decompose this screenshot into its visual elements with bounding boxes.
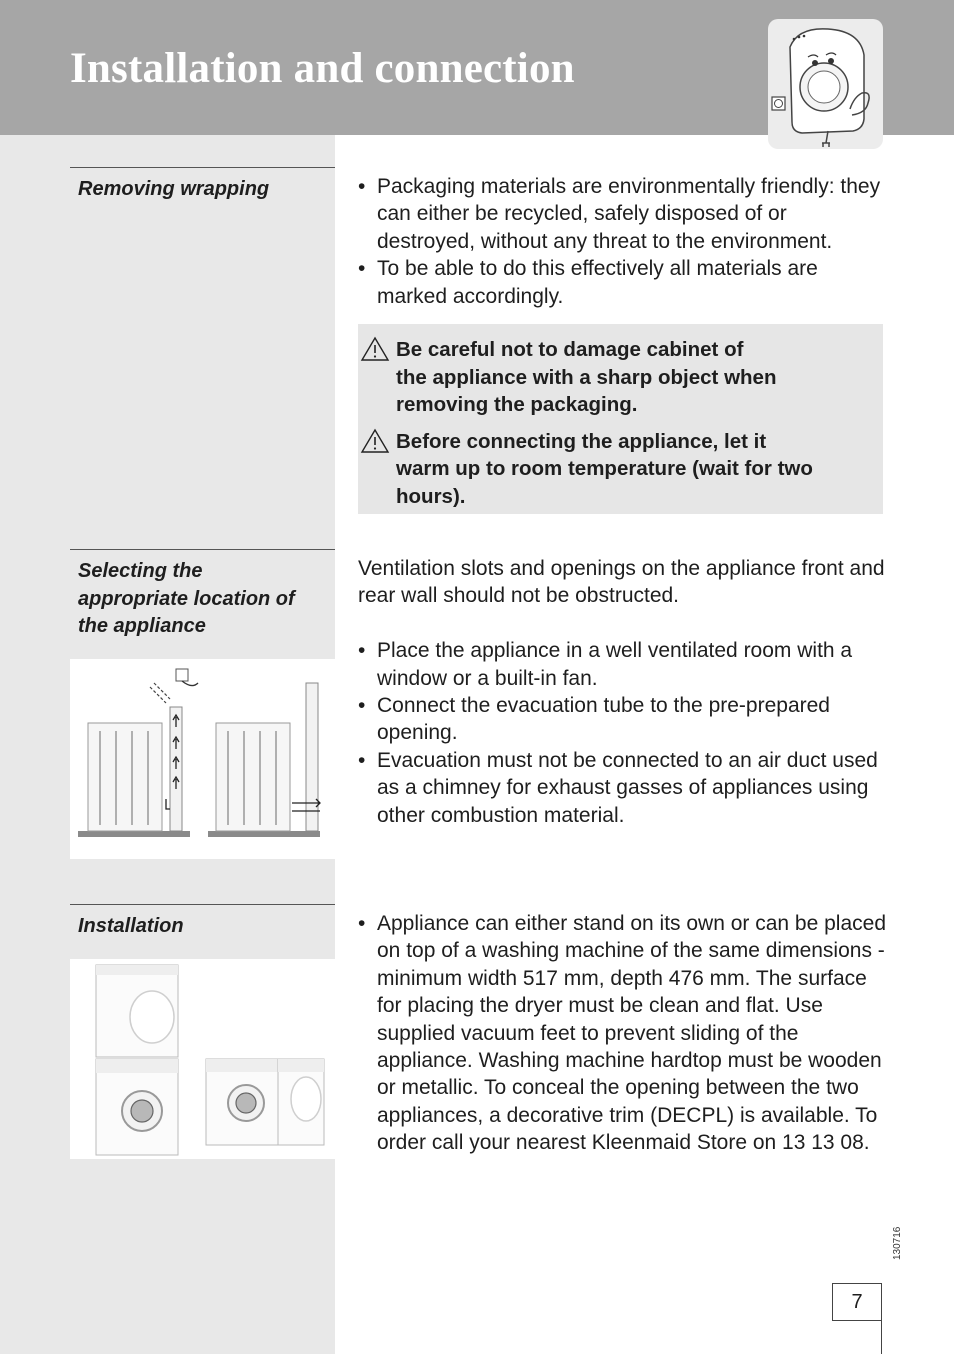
installation-illustration [70, 959, 335, 1159]
section-heading-location [70, 549, 335, 641]
stacked-appliances-illustration [70, 959, 335, 1159]
list-item: • Appliance can either stand on its own or can be placed on top of a washing machine of the same dimensions - minimum width 517 mm, depth 476 mm. The surface for placing the dryer must be clean and flat. Use supplied vacuum feet to prevent sliding of the appliance. Washing machine hardtop must be wooden or metallic. To conceal the opening between the two appliances, a decorative trim (DECPL) is available. To order call your nearest Kleenmaid Store on 13 13 08. [358, 910, 888, 1157]
section-heading-line: the appliance [78, 615, 206, 637]
warning-triangle-icon [360, 336, 390, 362]
warning-line: Before connecting the appliance, let it [396, 429, 767, 453]
dryer-mascot-icon [768, 19, 883, 149]
section-heading-text: Removing wrapping [78, 178, 270, 200]
warning-line: the appliance with a sharp object when [396, 365, 777, 389]
warning-box [358, 324, 883, 514]
list-item: • Packaging materials are environmentally friendly: they can either be recycled, safely disposed of or destroyed, without any threat to the environment. [358, 173, 888, 255]
location-content [358, 555, 888, 829]
dryer-ventilation-illustration [70, 659, 335, 859]
warning-line: warm up to room temperature (wait for two [396, 457, 813, 480]
section-heading-line: appropriate location of [78, 587, 295, 610]
installation-content [358, 910, 888, 1157]
mascot-dryer-illustration [768, 19, 883, 149]
section-heading-text: Installation [78, 915, 184, 937]
warning-item [396, 428, 867, 511]
page-number-rule [881, 1283, 882, 1354]
warning-line: hours). [396, 484, 466, 508]
warning-line: removing the packaging. [396, 393, 638, 416]
warning-item [396, 336, 867, 419]
removing-wrapping-content [358, 173, 888, 310]
section-heading-line: Selecting the [78, 560, 203, 582]
list-item: • Evacuation must not be connected to an air duct used as a chimney for exhaust gasses of appliances using other combustion material. [358, 747, 888, 829]
warning-triangle-icon [360, 428, 390, 454]
location-bullets [358, 637, 888, 829]
document-code-text: 130716 [892, 1226, 903, 1260]
page-number: 7 [832, 1283, 882, 1321]
installation-bullets [358, 910, 888, 1157]
removing-wrapping-bullets [358, 173, 888, 310]
page-title: Installation and connection [70, 45, 575, 92]
ventilation-illustration [70, 659, 335, 859]
document-code [888, 1218, 908, 1260]
list-item: • Connect the evacuation tube to the pre-prepared opening. [358, 692, 888, 747]
warning-line: Be careful not to damage cabinet of [396, 338, 744, 361]
section-heading-installation [70, 904, 335, 941]
location-intro: Ventilation slots and openings on the appliance front and rear wall should not be obstructed. [358, 557, 885, 608]
list-item: • To be able to do this effectively all materials are marked accordingly. [358, 255, 888, 310]
list-item: • Place the appliance in a well ventilated room with a window or a built-in fan. [358, 637, 888, 692]
section-heading-removing-wrapping [70, 167, 335, 204]
